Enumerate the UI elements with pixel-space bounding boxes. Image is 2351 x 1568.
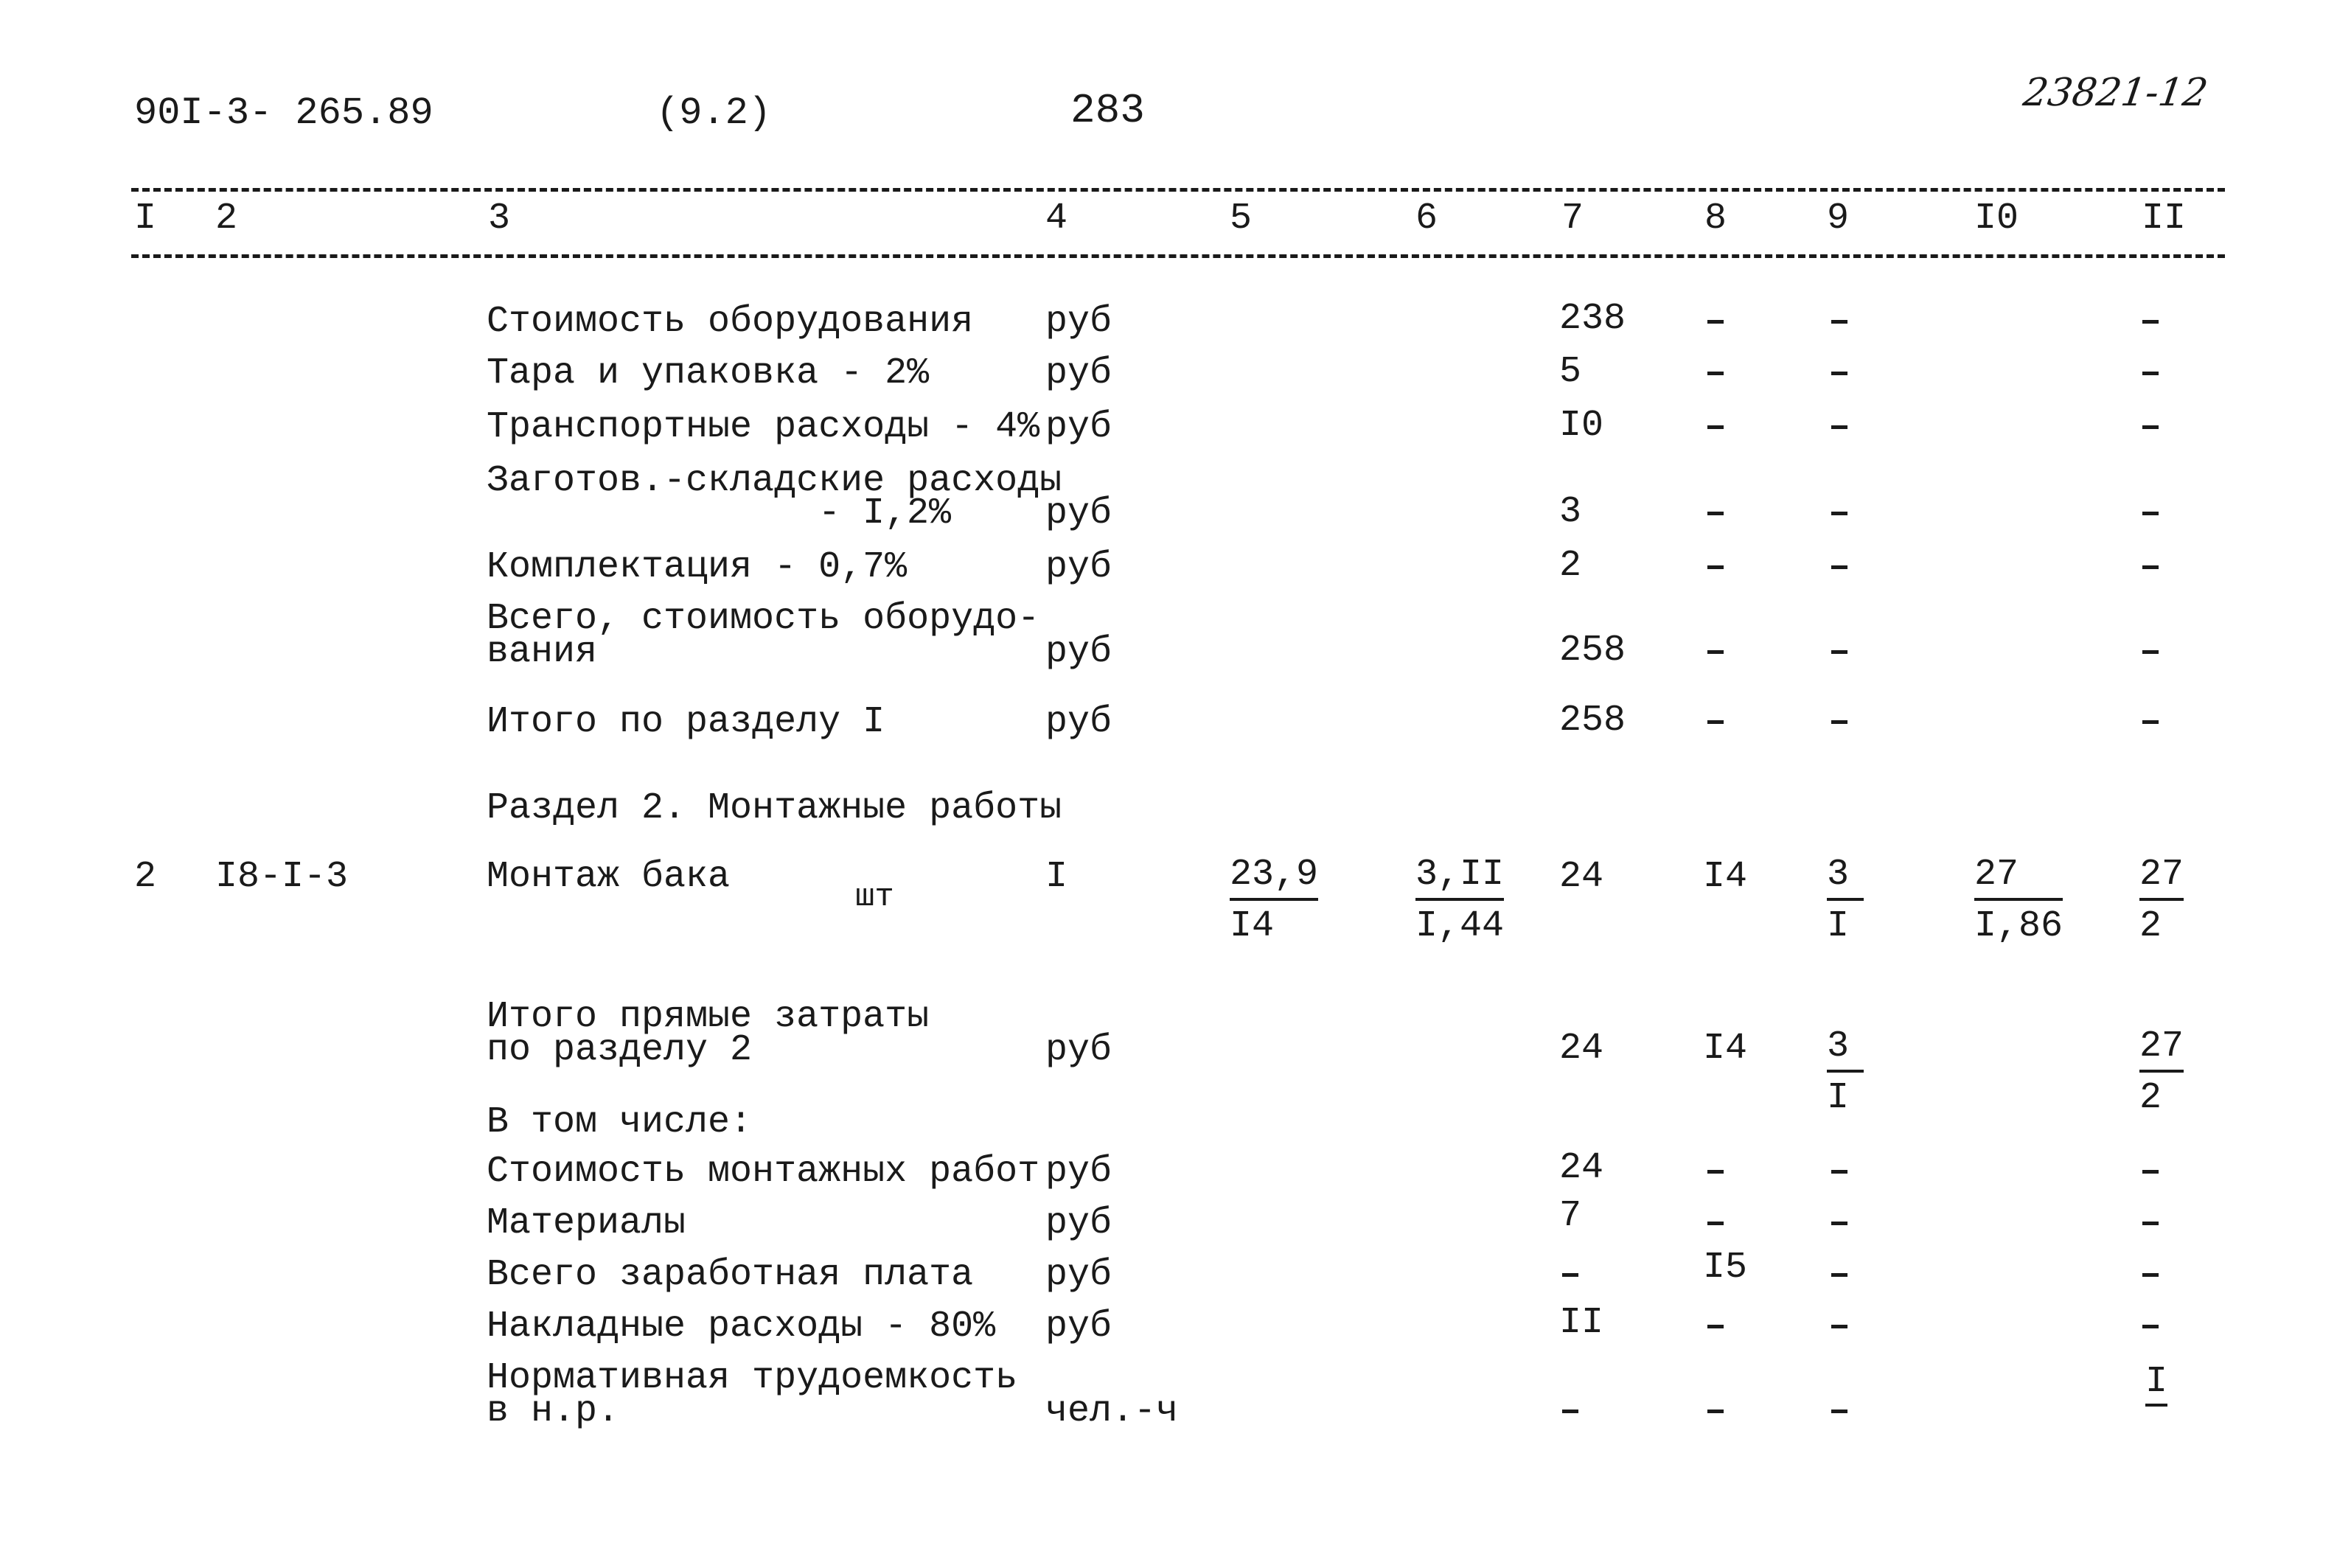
row-transport-unit: руб — [1045, 406, 1112, 448]
row-tank-mount-col10 — [1974, 854, 2063, 947]
row-tank-mount-name: Монтаж бака — [487, 856, 731, 898]
column-header-7: 7 — [1561, 198, 1584, 240]
row-completion-name: Комплектация - 0,7% — [487, 546, 908, 588]
row-materials-col9: – — [1828, 1202, 1851, 1244]
row-equipment-total-col8: – — [1704, 631, 1727, 673]
row-procurement-col9: – — [1828, 492, 1851, 534]
row-tank-mount-col10-top: 27 — [1974, 857, 2063, 901]
row-tank-mount-col1: 2 — [134, 856, 157, 898]
row-wages-col9: – — [1828, 1254, 1851, 1296]
row-labor-intensity-unit: чел.-ч — [1045, 1390, 1179, 1432]
row-equipment-total-name-line1: Всего, стоимость оборудо- — [487, 598, 1040, 640]
row-equipment-total-col7: 258 — [1559, 630, 1626, 672]
row-tank-mount-col6-top: 3,II — [1415, 857, 1504, 901]
column-header-10: I0 — [1974, 198, 2019, 240]
row-labor-intensity-col9: – — [1828, 1390, 1851, 1432]
row-completion-col8: – — [1704, 546, 1727, 588]
header-bottom-rule — [131, 254, 2225, 258]
row-tank-mount-col2: I8-I-3 — [215, 856, 349, 898]
row-equipment-cost-name: Стоимость оборудования — [487, 301, 974, 343]
row-tank-mount-col11-bottom: 2 — [2139, 905, 2162, 947]
row-installation-cost-name: Стоимость монтажных работ — [487, 1151, 1040, 1193]
column-header-8: 8 — [1704, 198, 1727, 240]
row-equipment-cost-col7: 238 — [1559, 298, 1626, 340]
row-packaging-unit: руб — [1045, 352, 1112, 394]
row-procurement-name-line1: Заготов.-складские расходы — [487, 460, 1062, 502]
row-direct-costs-col8: I4 — [1703, 1028, 1748, 1070]
row-equipment-total-name-line2: вания — [487, 631, 598, 673]
row-transport-name: Транспортные расходы - 4% — [487, 406, 1040, 448]
row-materials-unit: руб — [1045, 1202, 1112, 1244]
row-direct-costs-name-line1: Итого прямые затраты — [487, 996, 930, 1038]
row-procurement-col7: 3 — [1559, 491, 1582, 533]
row-installation-cost-col8: – — [1704, 1151, 1727, 1193]
row-materials-col11: – — [2139, 1202, 2162, 1244]
row-tank-mount-col9-top: 3 — [1827, 857, 1864, 901]
row-overhead-col8: – — [1704, 1306, 1727, 1348]
row-labor-intensity-col11: I — [2145, 1364, 2167, 1407]
row-equipment-cost-unit: руб — [1045, 301, 1112, 343]
row-tank-mount-col5-top: 23,9 — [1230, 857, 1318, 901]
row-labor-intensity-col8: – — [1704, 1390, 1727, 1432]
row-tank-mount-col11 — [2139, 854, 2184, 947]
row-direct-costs-col11-bottom: 2 — [2139, 1077, 2162, 1119]
row-packaging-col9: – — [1828, 352, 1851, 394]
row-equipment-cost-col11: – — [2139, 301, 2162, 343]
row-materials-col8: – — [1704, 1202, 1727, 1244]
row-wages-name: Всего заработная плата — [487, 1254, 974, 1296]
column-header-5: 5 — [1230, 198, 1253, 240]
row-equipment-cost-col8: – — [1704, 301, 1727, 343]
row-wages-col7: – — [1559, 1254, 1582, 1296]
row-overhead-col11: – — [2139, 1306, 2162, 1348]
row-direct-costs-col9-bottom: I — [1827, 1077, 1850, 1119]
column-header-9: 9 — [1827, 198, 1850, 240]
row-section1-total-name: Итого по разделу I — [487, 701, 885, 743]
row-installation-cost-unit: руб — [1045, 1151, 1112, 1193]
row-completion-unit: руб — [1045, 546, 1112, 588]
row-overhead-col9: – — [1828, 1306, 1851, 1348]
row-section1-total-col9: – — [1828, 701, 1851, 743]
row-installation-cost-col7: 24 — [1559, 1147, 1604, 1189]
row-direct-costs-name-line2: по разделу 2 — [487, 1029, 753, 1071]
header-top-rule — [131, 188, 2225, 192]
row-equipment-cost-col9: – — [1828, 301, 1851, 343]
row-equipment-total-unit: руб — [1045, 631, 1112, 673]
row-tank-mount-col6 — [1415, 854, 1505, 947]
row-direct-costs-col11 — [2139, 1025, 2184, 1119]
row-direct-costs-col9-top: 3 — [1827, 1028, 1864, 1073]
row-materials-name: Материалы — [487, 1202, 686, 1244]
row-section1-total-col8: – — [1704, 701, 1727, 743]
row-labor-intensity-col7: – — [1559, 1390, 1582, 1432]
row-installation-cost-col11: – — [2139, 1151, 2162, 1193]
row-wages-col11: – — [2139, 1254, 2162, 1296]
row-equipment-total-col11: – — [2139, 631, 2162, 673]
row-labor-intensity-name-line2: в н.р. — [487, 1390, 620, 1432]
row-labor-intensity-name-line1: Нормативная трудоемкость — [487, 1357, 1018, 1399]
section-number: (9.2) — [656, 91, 772, 135]
row-transport-col11: – — [2139, 406, 2162, 448]
row-tank-mount-col9-bottom: I — [1827, 905, 1850, 947]
row-tank-mount-col6-bottom: I,44 — [1415, 905, 1505, 947]
row-transport-col8: – — [1704, 406, 1727, 448]
row-including-label: В том числе: — [487, 1101, 753, 1143]
document-code: 90I-3- 265.89 — [134, 91, 433, 135]
row-wages-col8: I5 — [1703, 1247, 1748, 1289]
row-tank-mount-unit: шт — [855, 879, 894, 916]
section2-heading: Раздел 2. Монтажные работы — [487, 787, 1062, 829]
row-tank-mount-col5-bottom: I4 — [1230, 905, 1275, 947]
row-direct-costs-col9 — [1827, 1025, 1864, 1119]
row-overhead-name: Накладные расходы - 80% — [487, 1306, 996, 1348]
row-equipment-total-col9: – — [1828, 631, 1851, 673]
row-completion-col11: – — [2139, 546, 2162, 588]
page-number: 283 — [1070, 87, 1145, 134]
column-header-2: 2 — [215, 198, 238, 240]
row-transport-col9: – — [1828, 406, 1851, 448]
row-materials-col7: 7 — [1559, 1195, 1582, 1237]
row-installation-cost-col9: – — [1828, 1151, 1851, 1193]
row-procurement-col11: – — [2139, 492, 2162, 534]
row-tank-mount-col11-top: 27 — [2139, 857, 2184, 901]
row-wages-unit: руб — [1045, 1254, 1112, 1296]
row-section1-total-col7: 258 — [1559, 700, 1626, 742]
row-procurement-unit: руб — [1045, 492, 1112, 534]
row-completion-col9: – — [1828, 546, 1851, 588]
column-header-1: I — [134, 198, 157, 240]
row-completion-col7: 2 — [1559, 545, 1582, 587]
column-header-11: II — [2142, 198, 2187, 240]
row-direct-costs-col7: 24 — [1559, 1028, 1604, 1070]
row-section1-total-unit: руб — [1045, 701, 1112, 743]
row-direct-costs-col11-top: 27 — [2139, 1028, 2184, 1073]
row-tank-mount-col5 — [1230, 854, 1319, 947]
row-overhead-unit: руб — [1045, 1306, 1112, 1348]
row-packaging-col8: – — [1704, 352, 1727, 394]
row-packaging-col7: 5 — [1559, 351, 1582, 393]
row-tank-mount-col4: I — [1045, 856, 1068, 898]
column-header-3: 3 — [488, 198, 511, 240]
column-header-4: 4 — [1045, 198, 1068, 240]
row-tank-mount-col8: I4 — [1703, 856, 1748, 898]
row-tank-mount-col10-bottom: I,86 — [1974, 905, 2063, 947]
row-transport-col7: I0 — [1559, 405, 1604, 447]
row-procurement-name-line2: - I,2% — [818, 492, 952, 534]
row-overhead-col7: II — [1559, 1302, 1604, 1344]
row-tank-mount-col7: 24 — [1559, 856, 1604, 898]
row-procurement-col8: – — [1704, 492, 1727, 534]
inventory-stamp: 23821-12 — [2020, 71, 2211, 115]
row-direct-costs-unit: руб — [1045, 1029, 1112, 1071]
column-header-6: 6 — [1415, 198, 1438, 240]
row-packaging-name: Тара и упаковка - 2% — [487, 352, 930, 394]
row-section1-total-col11: – — [2139, 701, 2162, 743]
row-tank-mount-col9 — [1827, 854, 1864, 947]
row-packaging-col11: – — [2139, 352, 2162, 394]
